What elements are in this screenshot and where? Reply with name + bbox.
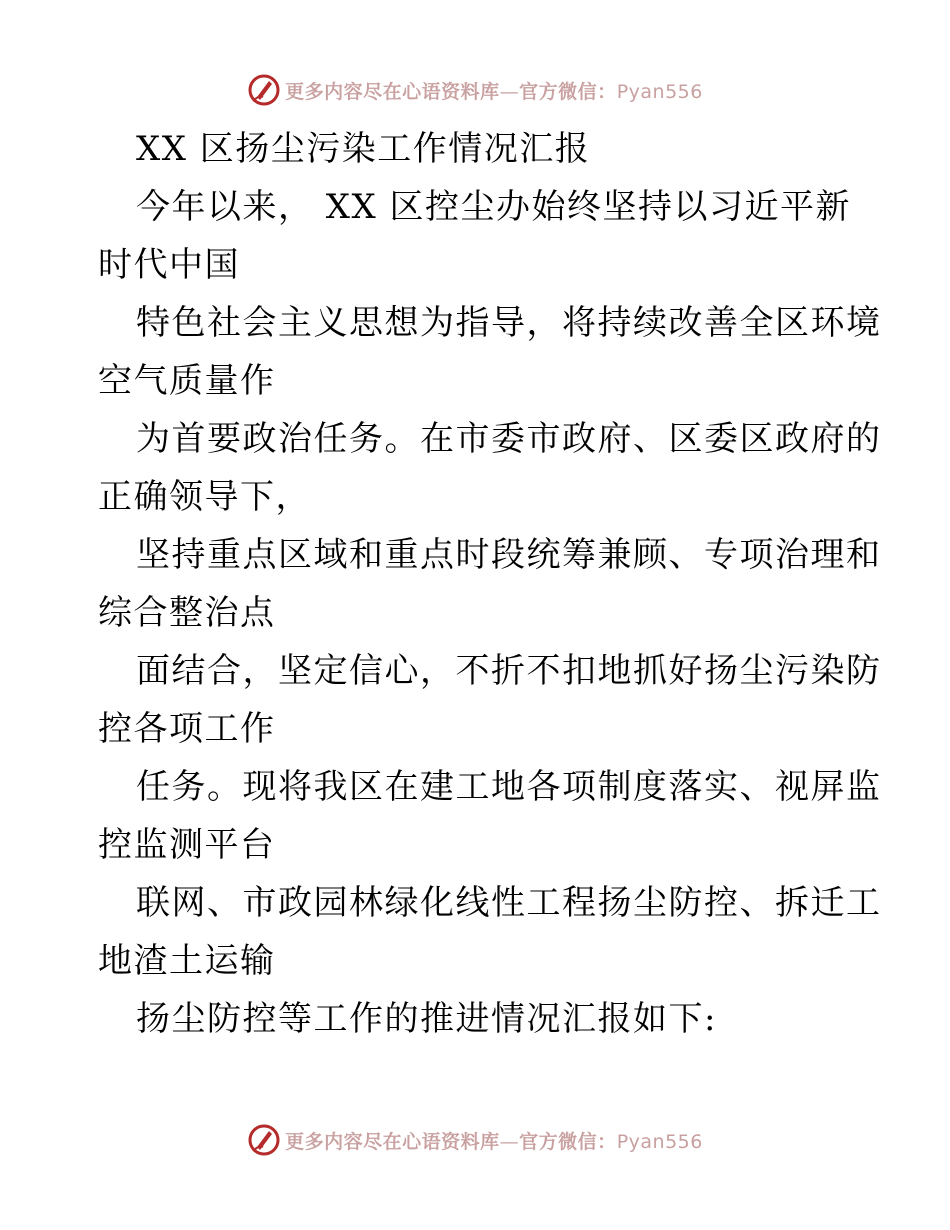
paragraph-line: 时代中国 (98, 245, 240, 285)
paragraph-line: 控各项工作 (98, 709, 276, 749)
footer-banner (0, 1118, 950, 1162)
banner-dash: — (499, 1130, 520, 1153)
paragraph-line: 扬尘防控等工作的推进情况汇报如下: (136, 999, 717, 1039)
banner-main-text: 更多内容尽在心语资料库 (285, 80, 500, 103)
paragraph-line: 今年以来， XX 区控尘办始终坚持以习近平新 (136, 187, 852, 227)
paragraph-line: 特色社会主义思想为指导，将持续改善全区环境 (136, 303, 882, 343)
paragraph-line: 空气质量作 (98, 361, 276, 401)
document-title: XX 区扬尘污染工作情况汇报 (136, 129, 591, 169)
quill-logo-icon (247, 73, 281, 107)
banner-wechat-id: Pyan556 (616, 1130, 703, 1153)
banner-wechat-id: Pyan556 (616, 80, 703, 103)
banner-wechat-label: 官方微信： (519, 1130, 617, 1153)
paragraph-line: 坚持重点区域和重点时段统筹兼顾、专项治理和 (136, 535, 882, 575)
paragraph-line: 联网、市政园林绿化线性工程扬尘防控、拆迁工 (136, 883, 882, 923)
paragraph-line: 综合整治点 (98, 593, 276, 633)
banner-main-text: 更多内容尽在心语资料库 (285, 1130, 500, 1153)
banner-text (285, 77, 703, 104)
paragraph-line: 控监测平台 (98, 825, 276, 865)
banner-wechat-label: 官方微信： (519, 80, 617, 103)
paragraph-line: 为首要政治任务。在市委市政府、区委区政府的 (136, 419, 882, 459)
banner-dash: — (499, 80, 520, 103)
paragraph-line: 任务。现将我区在建工地各项制度落实、视屏监 (136, 767, 882, 807)
paragraph-line: 正确领导下， (98, 477, 311, 517)
paragraph-line: 地渣土运输 (98, 941, 276, 981)
header-banner (0, 68, 950, 112)
paragraph-line: 面结合，坚定信心，不折不扣地抓好扬尘污染防 (136, 651, 882, 691)
banner-text (285, 1127, 703, 1154)
quill-logo-icon (247, 1123, 281, 1157)
document-body (98, 120, 882, 1048)
